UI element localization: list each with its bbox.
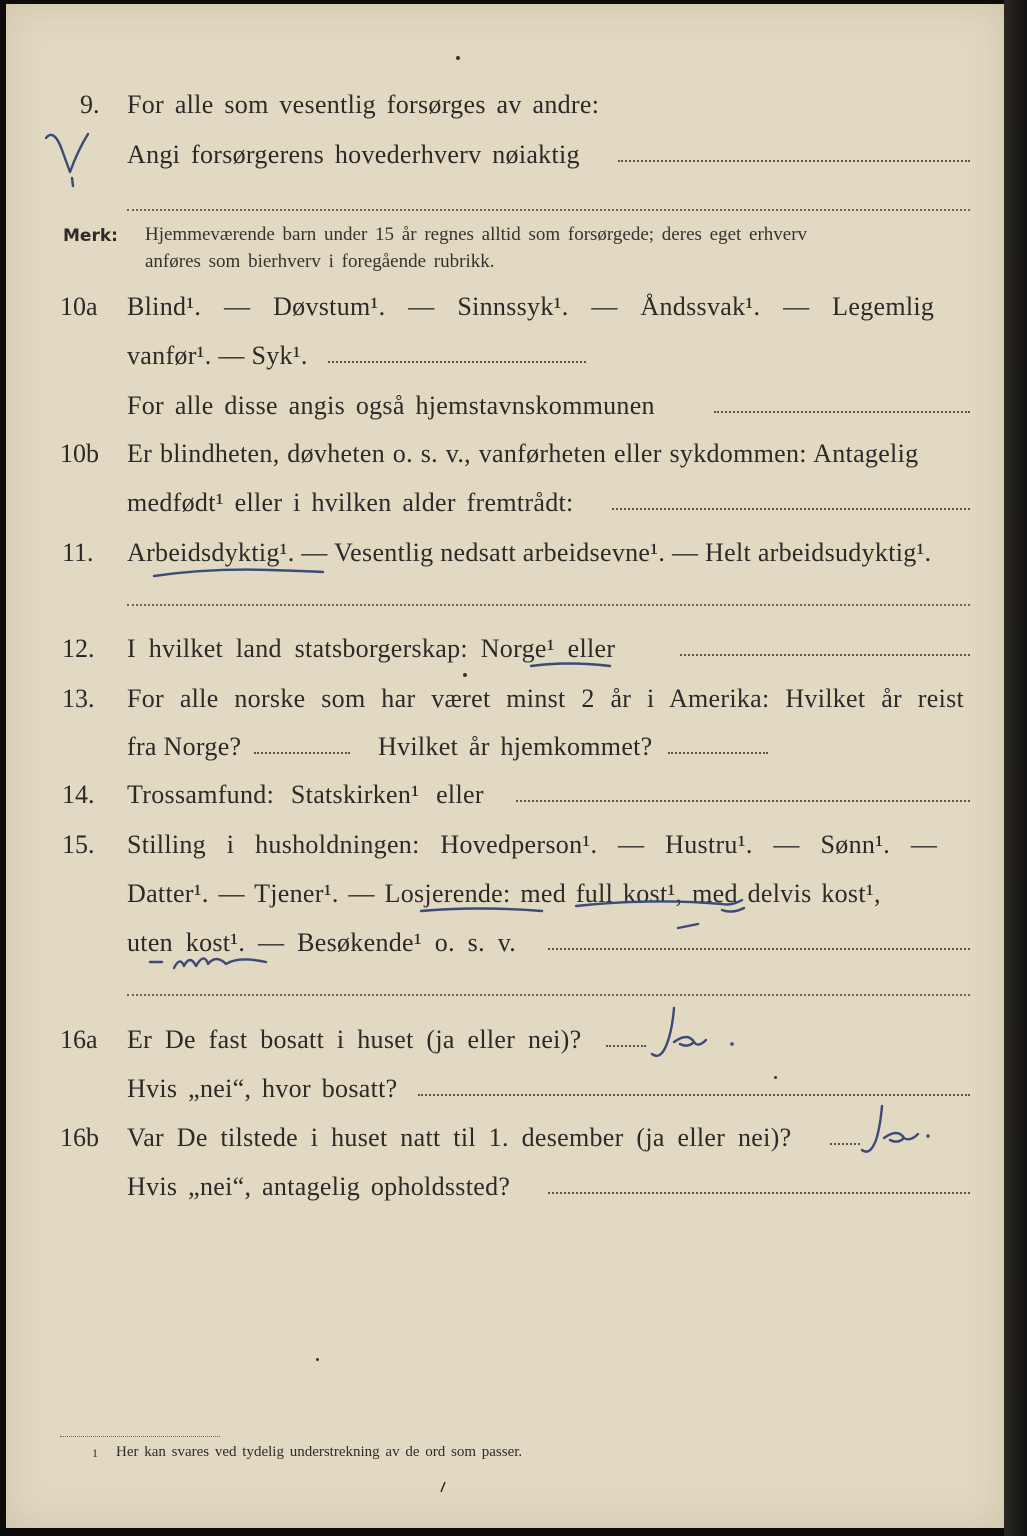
q14-text-line1: Trossamfund: Statskirken¹ eller [127, 780, 484, 809]
ink-dot [463, 673, 467, 677]
q13-text-line2b: Hvilket år hjemkommet? [378, 732, 653, 761]
handwritten-underline-full-kost [572, 894, 752, 920]
q10b-text-line1: Er blindheten, døvheten o. s. v., vanførheten eller sykdommen: Antagelig [127, 439, 919, 468]
note-text-line2: anføres som bierhverv i foregående rubrikk. [145, 251, 495, 272]
ink-dot [774, 1076, 777, 1079]
q10a-text-line3: For alle disse angis også hjemstavnskommunen [127, 391, 655, 420]
q16a-text-line2: Hvis „nei“, hvor bosatt? [127, 1074, 398, 1103]
q12-answer-field[interactable] [680, 654, 970, 656]
q16a-residence-field[interactable] [418, 1094, 970, 1096]
question-number-9: 9. [80, 90, 100, 119]
handwritten-underline-norge [528, 658, 614, 674]
printer-mark [456, 56, 460, 60]
q13-text-line2a: fra Norge? [127, 732, 242, 761]
q15-text-line3: uten kost¹. — Besøkende¹ o. s. v. [127, 928, 517, 957]
footnote-text: Her kan svares ved tydelig understrekning av de ord som passer. [116, 1444, 523, 1460]
q13-year-returned-field[interactable] [668, 752, 768, 754]
q10a-hometown-field[interactable] [714, 411, 970, 413]
question-number-16b: 16b [60, 1123, 99, 1152]
q15-text-line2: Datter¹. — Tjener¹. — Losjerende: med full kost¹, med delvis kost¹, [127, 879, 881, 908]
handwritten-stroke [676, 920, 706, 934]
handwritten-underline-losjerende [418, 902, 548, 918]
q12-text-line1: I hvilket land statsborgerskap: Norge¹ eller [127, 634, 616, 663]
footnote-rule [60, 1436, 220, 1437]
q9-text-line1: For alle som vesentlig forsørges av andre: [127, 90, 600, 119]
q16a-text-line1: Er De fast bosatt i huset (ja eller nei)? [127, 1025, 582, 1054]
q15-text-line1: Stilling i husholdningen: Hovedperson¹. — Hustru¹. — Sønn¹. — [127, 830, 938, 859]
question-number-15: 15. [62, 830, 95, 859]
q13-year-left-field[interactable] [254, 752, 350, 754]
q14-answer-field[interactable] [516, 800, 970, 802]
q15-answer-field[interactable] [548, 948, 970, 950]
q16b-text-line1: Var De tilstede i huset natt til 1. desember (ja eller nei)? [127, 1123, 792, 1152]
q13-text-line1: For alle norske som har været minst 2 år i Amerika: Hvilket år reist [127, 684, 965, 713]
question-number-16a: 16a [60, 1025, 98, 1054]
q9-text-line2: Angi forsørgerens hovederhverv nøiaktig [127, 140, 580, 169]
q10a-text-line1: Blind¹. — Døvstum¹. — Sinnssyk¹. — Åndssvak¹. — Legemlig [127, 292, 935, 321]
q15-answer-line2[interactable] [127, 994, 970, 996]
handwritten-check-mark [40, 120, 100, 190]
handwritten-underline-uten-kost [146, 948, 276, 978]
q16b-answer-field[interactable] [830, 1143, 860, 1145]
ink-dot [316, 1358, 319, 1361]
q10a-text-line2: vanfør¹. — Syk¹. [127, 341, 308, 370]
q11-answer-line[interactable] [127, 604, 970, 606]
question-number-14: 14. [62, 780, 95, 809]
stray-mark [436, 1480, 450, 1496]
handwritten-answer-16a [644, 1002, 744, 1072]
q11-text-line1: Arbeidsdyktig¹. — Vesentlig nedsatt arbeidsevne¹. — Helt arbeidsudyktig¹. [127, 538, 932, 567]
q16b-text-line2: Hvis „nei“, antagelig opholdssted? [127, 1172, 511, 1201]
note-text-line1: Hjemmeværende barn under 15 år regnes alltid som forsørgede; deres eget erhverv [145, 224, 808, 245]
question-number-13: 13. [62, 684, 95, 713]
question-number-11: 11. [62, 538, 94, 567]
q10a-answer-field[interactable] [328, 361, 586, 363]
q16b-whereabouts-field[interactable] [548, 1192, 970, 1194]
note-label: Merk: [63, 226, 118, 246]
question-number-12: 12. [62, 634, 95, 663]
q10b-text-line2: medfødt¹ eller i hvilken alder fremtrådt: [127, 488, 574, 517]
handwritten-answer-16b [858, 1100, 938, 1166]
scan-edge [1004, 0, 1027, 1536]
footnote-mark: 1 [92, 1446, 98, 1460]
handwritten-underline-arbeidsdyktig [150, 562, 330, 586]
question-number-10b: 10b [60, 439, 99, 468]
question-number-10a: 10a [60, 292, 98, 321]
q16a-answer-field[interactable] [606, 1045, 646, 1047]
q9-answer-field[interactable] [618, 160, 970, 162]
q9-answer-line2[interactable] [127, 209, 970, 211]
q10b-answer-field[interactable] [612, 508, 970, 510]
